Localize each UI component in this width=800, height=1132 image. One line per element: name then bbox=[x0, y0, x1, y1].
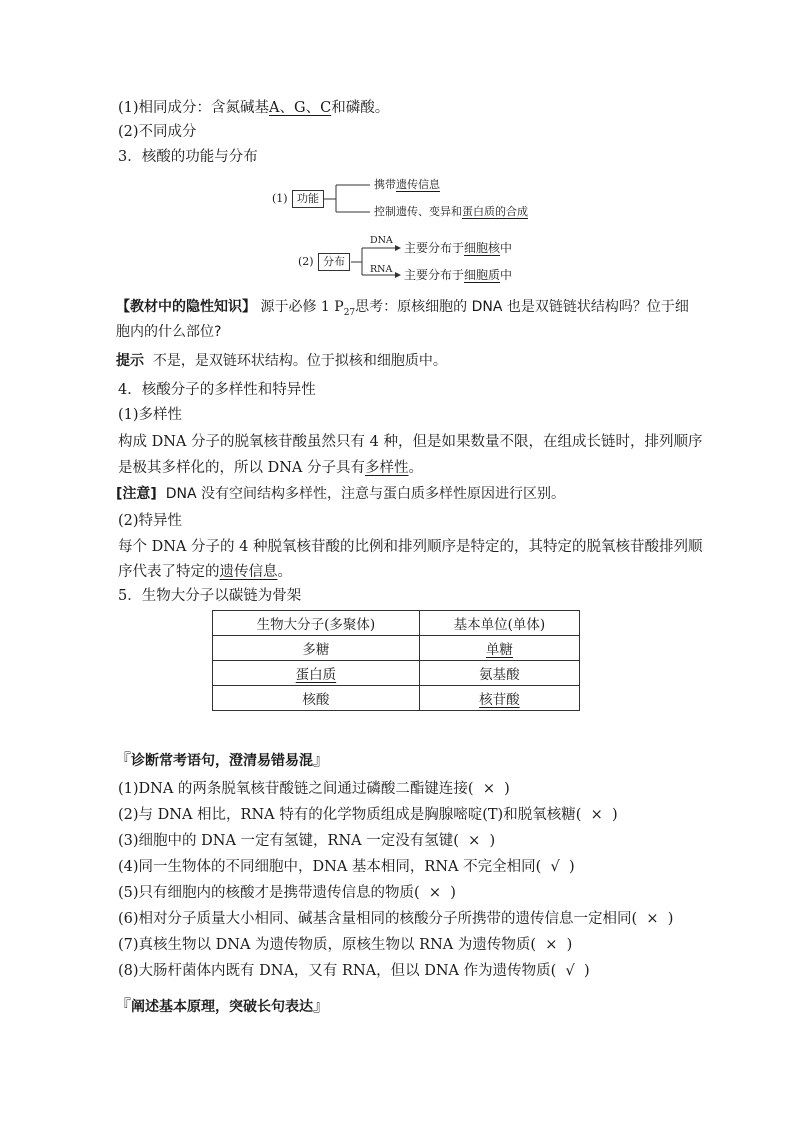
hint-label: 提示 bbox=[116, 353, 144, 369]
list-item: (1)DNA 的两条脱氧核苷酸链之间通过磷酸二酯键连接( × ) bbox=[118, 781, 510, 797]
list-item: (3)细胞中的 DNA 一定有氢键，RNA 一定没有氢键( × ) bbox=[118, 833, 496, 849]
bases-answer: A、G、C bbox=[269, 100, 332, 116]
function-carry-info: 携带遗传信息 bbox=[374, 178, 440, 191]
answer-mark: × bbox=[482, 781, 495, 797]
diversity-para-1: 构成 DNA 分子的脱氧核苷酸虽然只有 4 种，但是如果数量不限，在组成长链时，排列顺序 bbox=[118, 434, 703, 450]
hint-line: 提示 不是，是双链环状结构。位于拟核和细胞质中。 bbox=[116, 353, 447, 369]
table-row: 蛋白质 氨基酸 bbox=[213, 661, 580, 686]
note-line: [注意] DNA 没有空间结构多样性，注意与蛋白质多样性原因进行区别。 bbox=[116, 486, 565, 502]
answer-mark: × bbox=[545, 937, 558, 953]
dna-distribution: 主要分布于细胞核中 bbox=[404, 241, 513, 255]
explain-section-title: 『阐述基本原理，突破长句表达』 bbox=[115, 996, 330, 1015]
table-header: 生物大分子(多聚体) bbox=[213, 611, 420, 636]
section3-heading: 3．核酸的功能与分布 bbox=[118, 149, 258, 165]
specificity-para-2: 序代表了特定的遗传信息。 bbox=[118, 564, 292, 580]
hidden-knowledge-tag: 【教材中的隐性知识】 bbox=[116, 299, 256, 315]
table-header-row bbox=[213, 611, 580, 636]
list-item: (7)真核生物以 DNA 为遗传物质，原核生物以 RNA 为遗传物质( × ) bbox=[118, 937, 573, 953]
specificity-para-1: 每个 DNA 分子的 4 种脱氧核苷酸的比例和排列顺序是特定的，其特定的脱氧核苷酸排列顺 bbox=[118, 539, 703, 555]
answer-mark: √ bbox=[565, 963, 575, 979]
answer-mark: × bbox=[468, 833, 481, 849]
answer-mark: × bbox=[590, 807, 603, 823]
function-number: (1) bbox=[272, 192, 288, 205]
note-tag: [注意] bbox=[116, 486, 157, 502]
list-item: (8)大肠杆菌体内既有 DNA，又有 RNA，但以 DNA 作为遗传物质( √ ) bbox=[118, 963, 590, 979]
diversity-subheading: (1)多样性 bbox=[118, 407, 183, 423]
table-header: 基本单位(单体) bbox=[419, 611, 579, 636]
dna-label: DNA bbox=[370, 235, 393, 246]
table-row: 核酸 核苷酸 bbox=[213, 686, 580, 711]
list-item: (6)相对分子质量大小相同、碱基含量相同的核酸分子所携带的遗传信息一定相同( × ) bbox=[118, 911, 674, 927]
specificity-subheading: (2)特异性 bbox=[118, 513, 183, 529]
same-components-line: (1)相同成分：含氮碱基A、G、C和磷酸。 bbox=[118, 100, 390, 116]
distribution-box: 分布 bbox=[318, 253, 350, 271]
answer-mark: × bbox=[428, 885, 442, 901]
answer-mark: √ bbox=[550, 859, 560, 875]
function-box: 功能 bbox=[292, 190, 324, 208]
distribution-number: (2) bbox=[298, 255, 314, 268]
table-row: 多糖 单糖 bbox=[213, 636, 580, 661]
diagnose-section-title: 『诊断常考语句，澄清易错易混』 bbox=[115, 750, 330, 769]
answer-mark: × bbox=[646, 911, 659, 927]
diff-components-line: (2)不同成分 bbox=[118, 124, 197, 140]
macromolecule-table bbox=[212, 610, 580, 711]
diversity-para-2: 是极其多样化的，所以 DNA 分子具有多样性。 bbox=[118, 460, 424, 476]
list-item: (4)同一生物体的不同细胞中，DNA 基本相同，RNA 不完全相同( √ ) bbox=[118, 859, 575, 875]
rna-distribution: 主要分布于细胞质中 bbox=[404, 268, 513, 282]
list-item: (2)与 DNA 相比，RNA 特有的化学物质组成是胸腺嘧啶(T)和脱氧核糖( × ) bbox=[118, 807, 618, 823]
hidden-knowledge-question: 【教材中的隐性知识】 源于必修 1 $P_{27}$思考：原核细胞的 DNA 也是双链链状结构吗？位于细 bbox=[116, 299, 689, 318]
rna-label: RNA bbox=[370, 264, 393, 275]
function-control: 控制遗传、变异和蛋白质的合成 bbox=[374, 205, 528, 218]
list-item: (5)只有细胞内的核酸才是携带遗传信息的物质( × ) bbox=[118, 885, 456, 901]
hidden-knowledge-question-2: 胞内的什么部位? bbox=[116, 324, 222, 340]
section5-heading: 5．生物大分子以碳链为骨架 bbox=[118, 588, 302, 604]
section4-heading: 4．核酸分子的多样性和特异性 bbox=[118, 382, 316, 398]
